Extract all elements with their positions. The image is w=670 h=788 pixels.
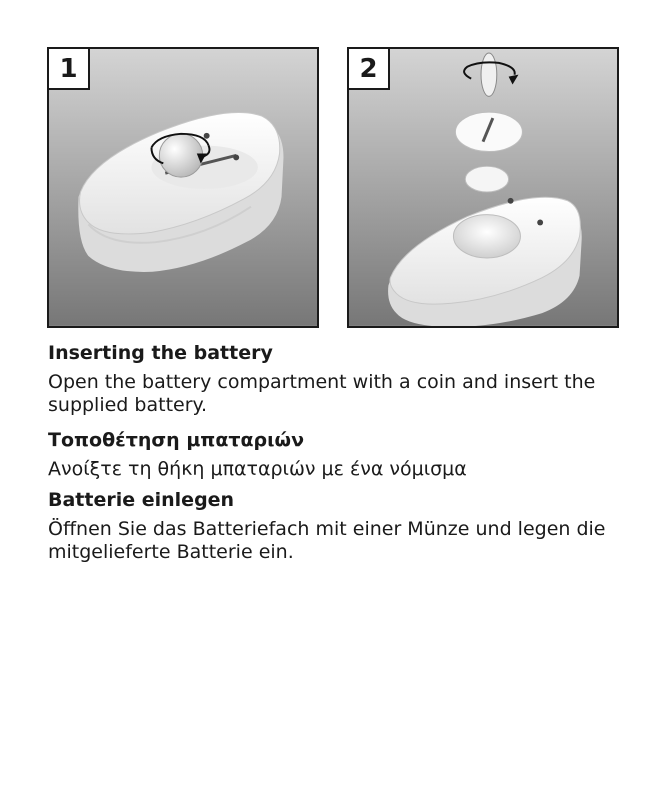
- section-german: [48, 488, 638, 564]
- insert-coin-illustration: [49, 49, 317, 326]
- battery-icon: [465, 166, 508, 192]
- section-heading: Inserting the battery: [48, 342, 273, 364]
- section-body: Open the battery compartment with a coin and insert the supplied battery.: [48, 371, 596, 416]
- illustration-step-1: [47, 47, 319, 328]
- step-number-badge: 2: [349, 49, 390, 90]
- illustration-step-2: [347, 47, 619, 328]
- section-body: Ανοίξτε τη θήκη μπαταριών με ένα νόμισμα: [48, 458, 467, 480]
- section-english: [48, 341, 638, 417]
- section-heading: Batterie einlegen: [48, 489, 235, 511]
- section-greek: [48, 428, 638, 481]
- section-body: Öffnen Sie das Batteriefach mit einer Münze und legen die mitgelieferte Batterie ein.: [48, 518, 606, 563]
- step-number-badge: 1: [49, 49, 90, 90]
- remove-cover-illustration: [349, 49, 617, 326]
- battery-cover-icon: [455, 112, 522, 151]
- section-heading: Τοποθέτηση μπαταριών: [48, 429, 305, 451]
